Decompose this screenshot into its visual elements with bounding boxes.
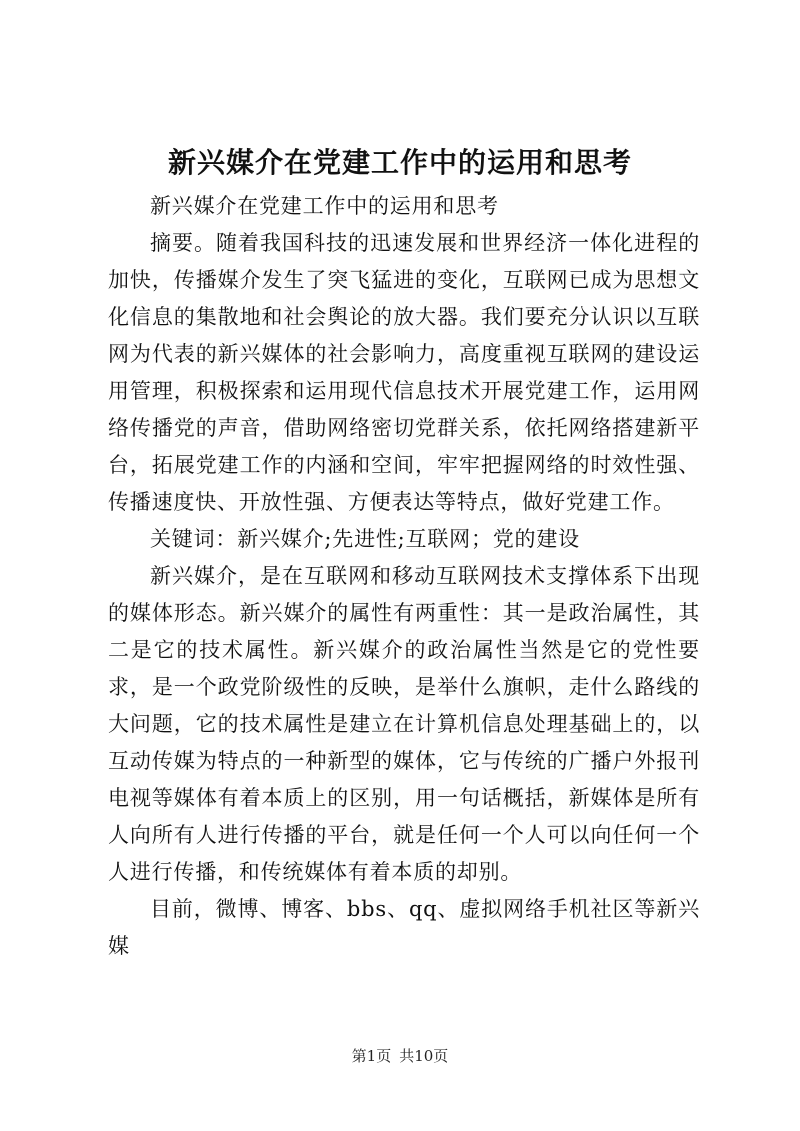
page-number: 第1页 xyxy=(351,1047,392,1065)
page-total: 共10页 xyxy=(399,1047,449,1065)
page-footer xyxy=(0,1046,800,1066)
subtitle-paragraph: 新兴媒介在党建工作中的运用和思考 xyxy=(150,194,499,218)
abstract-paragraph: 摘要。随着我国科技的迅速发展和世界经济一体化进程的加快，传播媒介发生了突飞猛进的变化，互联网已成为思想文化信息的集散地和社会舆论的放大器。我们要充分认识以互联网为代表的新兴媒体的社会影响力，高度重视互联网的建设运用管理，积极探索和运用现代信息技术开展党建工作，运用网络传播党的声音，借助网络密切党群关系，依托网络搭建新平台，拓展党建工作的内涵和空间，牢牢把握网络的时效性强、传播速度快、开放性强、方便表达等特点，做好党建工作。 xyxy=(108,231,700,514)
document-title: 新兴媒介在党建工作中的运用和思考 xyxy=(167,146,632,179)
document-body xyxy=(108,188,700,965)
body-paragraph: 目前，微博、博客、bbs、qq、虚拟网络手机社区等新兴媒 xyxy=(108,897,700,958)
keywords-paragraph: 关键词：新兴媒介;先进性;互联网；党的建设 xyxy=(150,527,580,551)
body-paragraph: 新兴媒介，是在互联网和移动互联网技术支撑体系下出现的媒体形态。新兴媒介的属性有两重性：其一是政治属性，其二是它的技术属性。新兴媒介的政治属性当然是它的党性要求，是一个政党阶级性的反映，是举什么旗帜，走什么路线的大问题，它的技术属性是建立在计算机信息处理基础上的，以互动传媒为特点的一种新型的媒体，它与传统的广播户外报刊电视等媒体有着本质上的区别，用一句话概括，新媒体是所有人向所有人进行传播的平台，就是任何一个人可以向任何一个人进行传播，和传统媒体有着本质的却别。 xyxy=(108,564,700,884)
